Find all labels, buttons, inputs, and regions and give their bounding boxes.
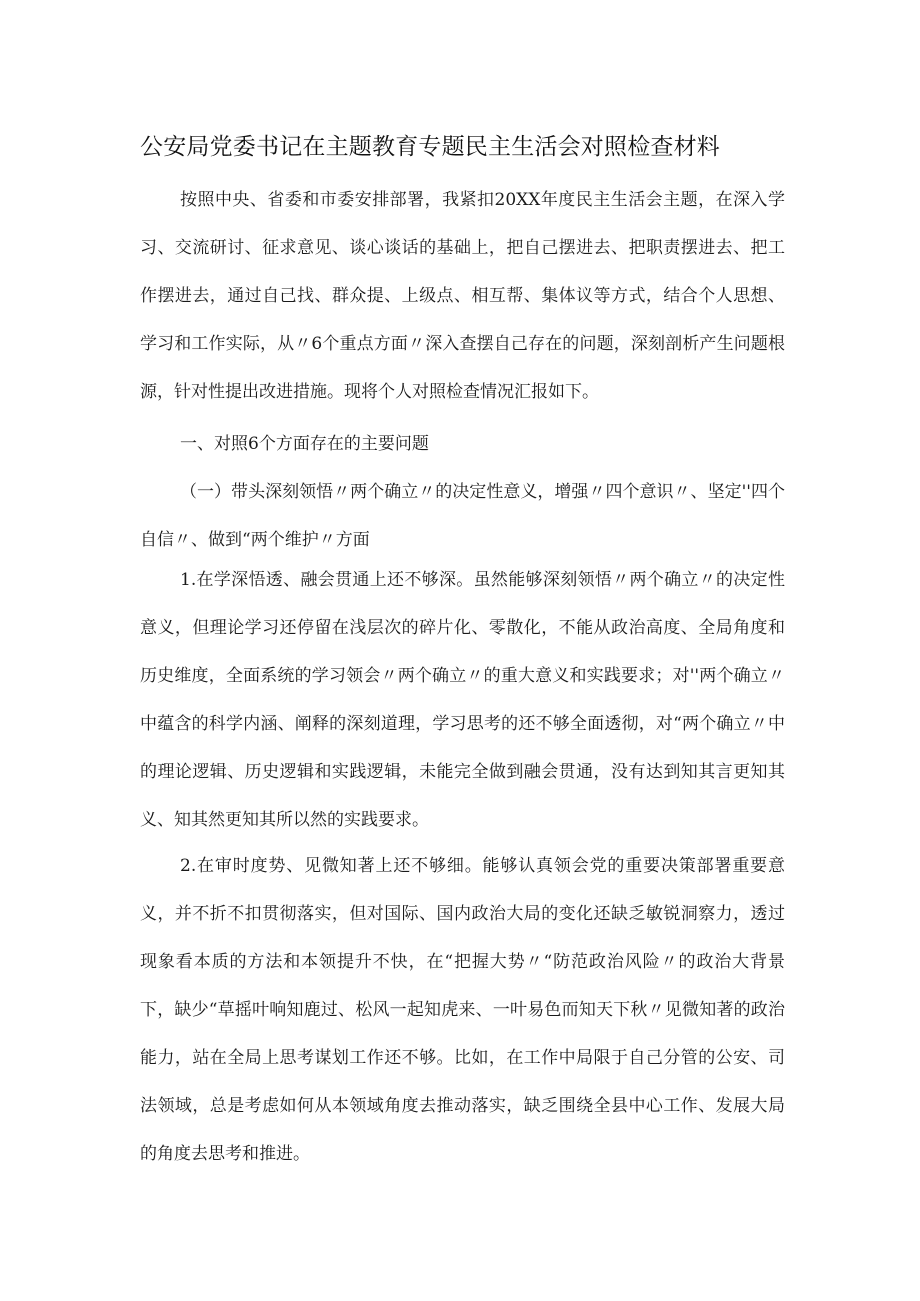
section-heading: 一、对照6个方面存在的主要问题 xyxy=(180,434,429,454)
intro-paragraph: 按照中央、省委和市委安排部署，我紧扣20XX年度民主生活会主题，在深入学习、交流研讨、征求意见、谈心谈话的基础上，把自己摆进去、把职责摆进去、把工作摆进去，通过自己找、群众提、上级点、相互帮、集体议等方式，结合个人思想、学习和工作实际，从〃6个重点方面〃深入查摆自己存在的问题，深刻剖析产生问题根源，针对性提出改进措施。现将个人对照检查情况汇报如下。 xyxy=(140,190,785,402)
item-paragraph-2: 2.在审时度势、见微知著上还不够细。能够认真领会党的重要决策部署重要意义，并不折不扣贯彻落实，但对国际、国内政治大局的变化还缺乏敏锐洞察力，透过现象看本质的方法和本领提升不快，在“把握大势〃“防范政治风险〃的政治大背景下，缺少“草摇叶响知鹿过、松风一起知虎来、一叶易色而知天下秋〃见微知著的政治能力，站在全局上思考谋划工作还不够。比如，在工作中局限于自己分管的公安、司法领域，总是考虑如何从本领域角度去推动落实，缺乏围绕全县中心工作、发展大局的角度去思考和推进。 xyxy=(140,856,785,1164)
document-title: 公安局党委书记在主题教育专题民主生活会对照检查材料 xyxy=(140,134,720,160)
subsection-heading: （一）带头深刻领悟〃两个确立〃的决定性意义，增强〃四个意识〃、坚定''四个自信〃、做到“两个维护〃方面 xyxy=(140,482,785,550)
item-paragraph-1: 1.在学深悟透、融会贯通上还不够深。虽然能够深刻领悟〃两个确立〃的决定性意义，但理论学习还停留在浅层次的碎片化、零散化，不能从政治高度、全局角度和历史维度，全面系统的学习领会〃两个确立〃的重大意义和实践要求；对''两个确立〃中蕴含的科学内涵、阐释的深刻道理，学习思考的还不够全面透彻，对“两个确立〃中的理论逻辑、历史逻辑和实践逻辑，未能完全做到融会贯通，没有达到知其言更知其义、知其然更知其所以然的实践要求。 xyxy=(140,570,785,830)
